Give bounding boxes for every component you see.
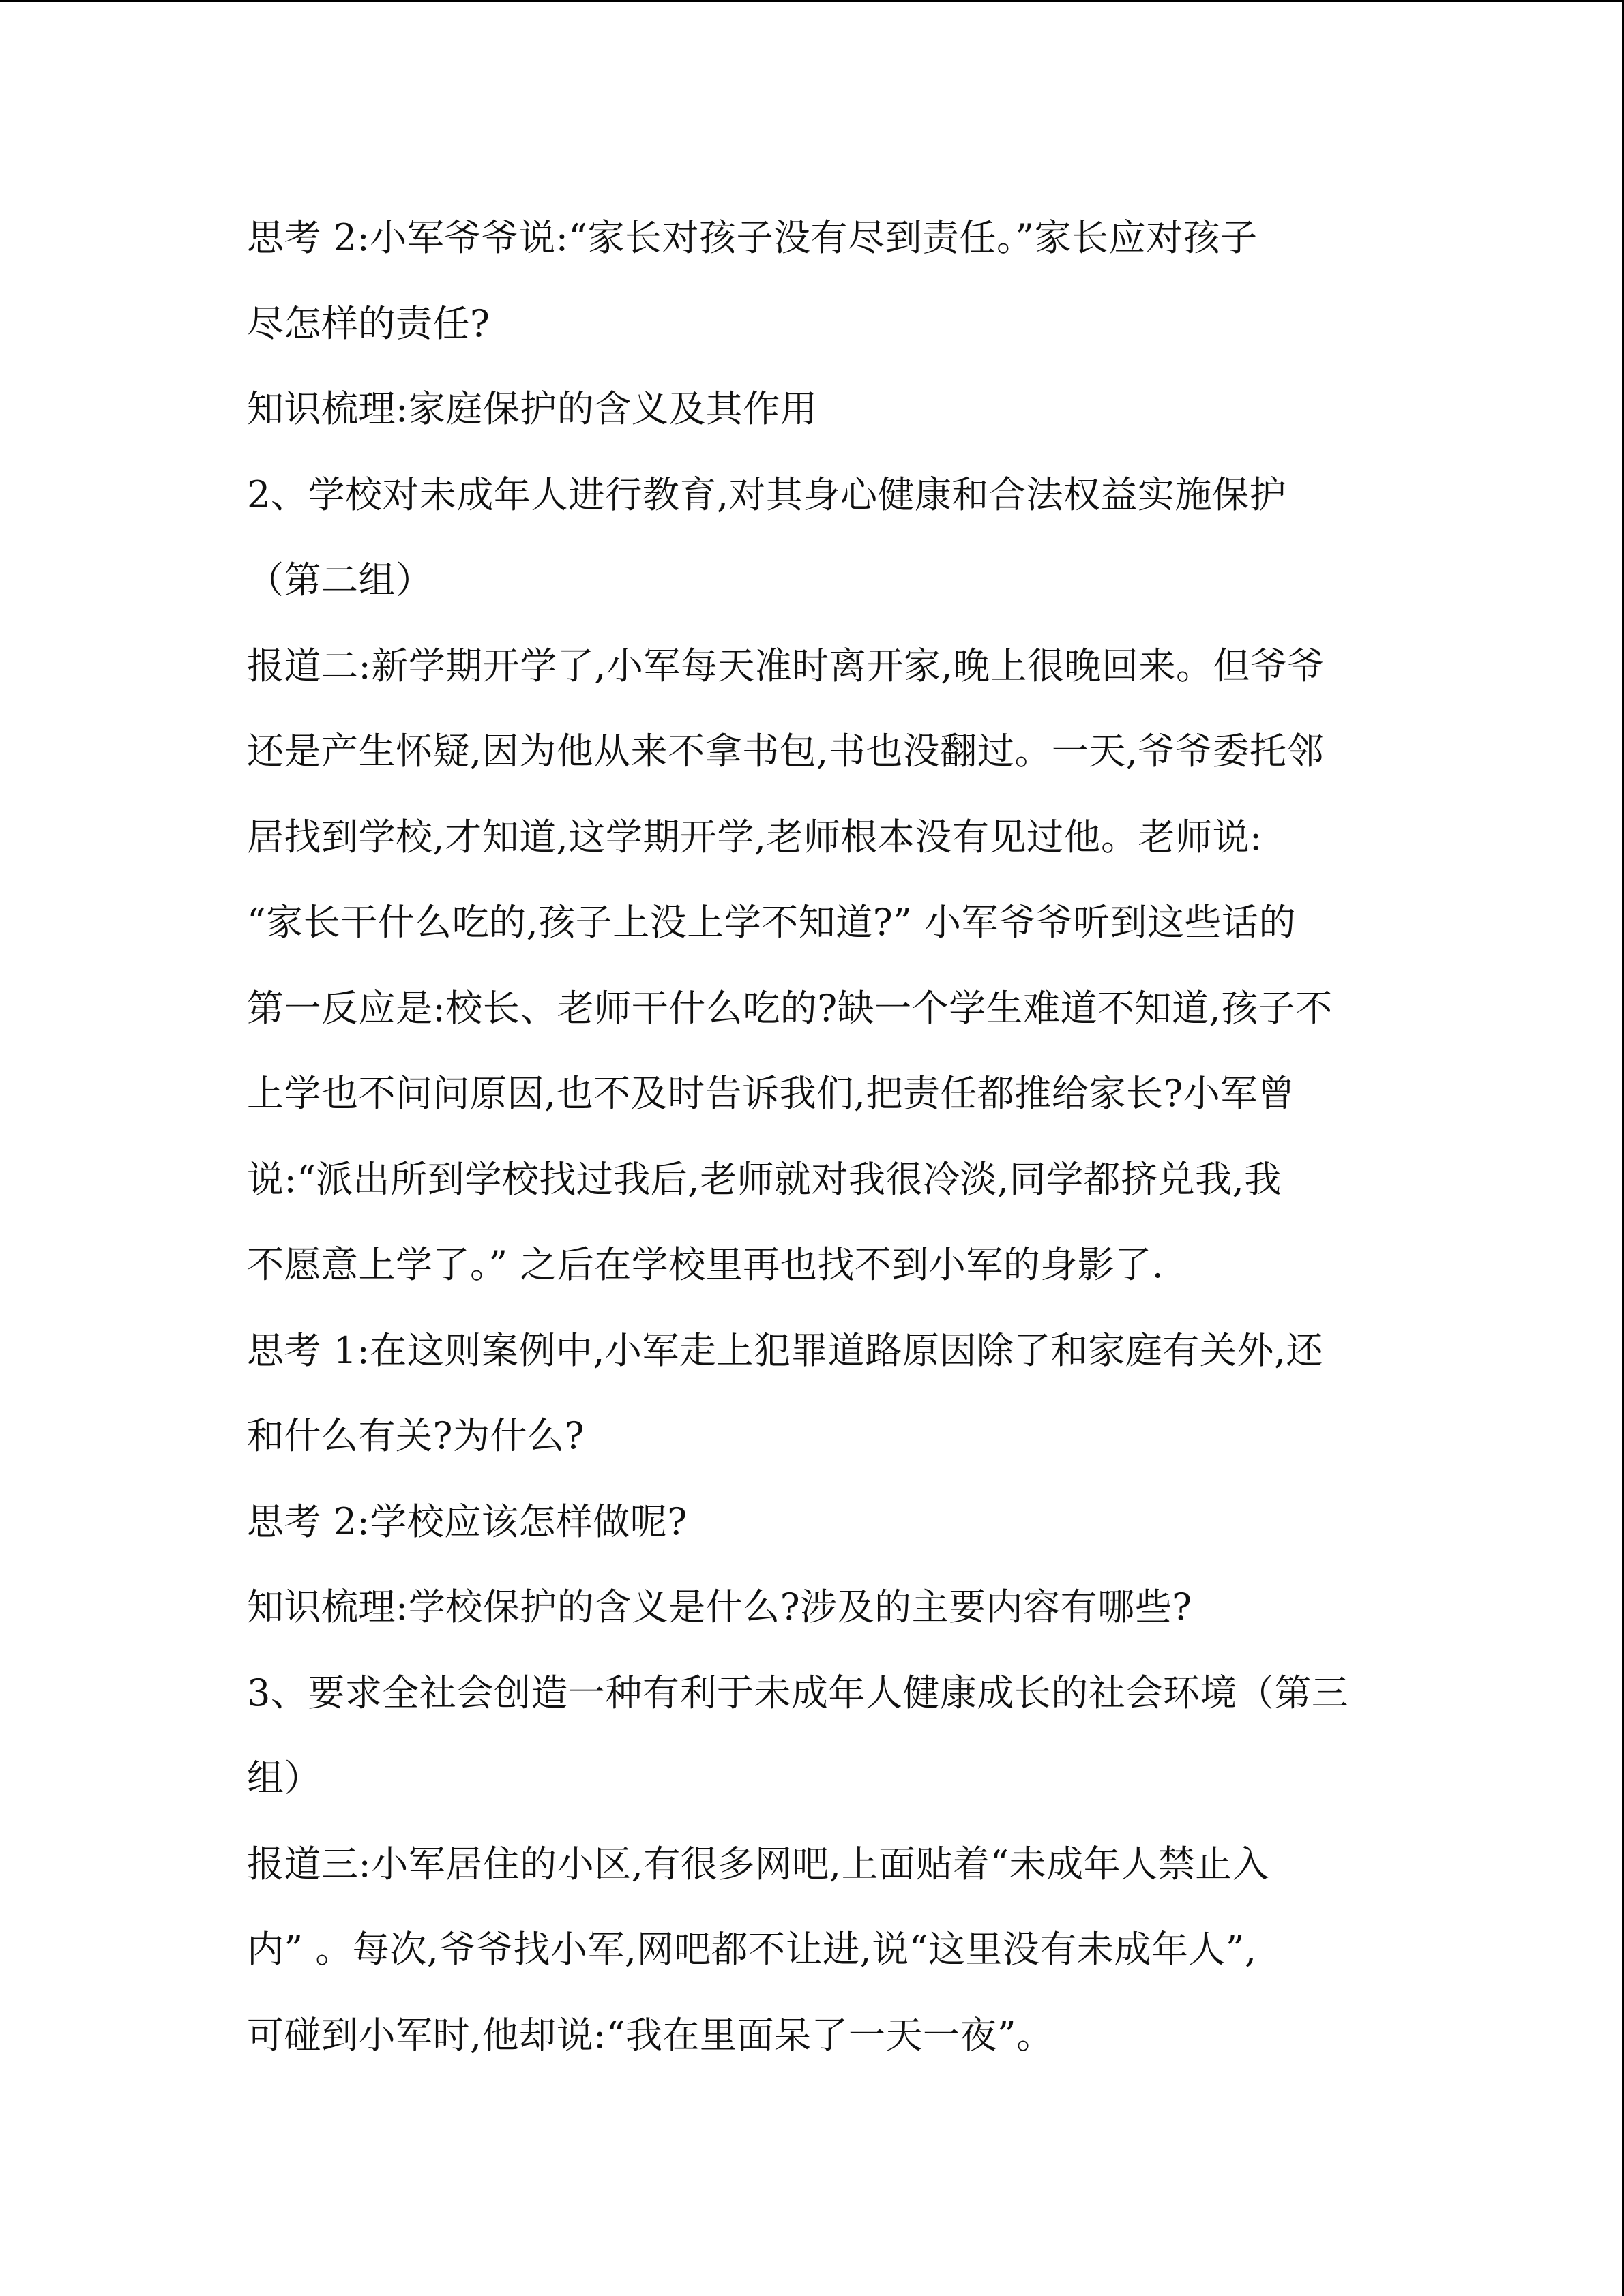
text-line: 报道二:新学期开学了,小军每天准时离开家,晚上很晚回来。但爷爷 <box>247 644 1325 687</box>
document-body <box>247 218 1379 2100</box>
text-line: 第一反应是:校长、老师干什么吃的?缺一个学生难道不知道,孩子不 <box>247 986 1333 1030</box>
text-line: “家长干什么吃的,孩子上没上学不知道?” 小军爷爷听到这些话的 <box>247 901 1296 944</box>
text-line: 内” 。每次,爷爷找小军,网吧都不让进,说“这里没有未成年人”, <box>247 1928 1257 1971</box>
text-line: 组） <box>247 1757 321 1800</box>
text-line: 可碰到小军时,他却说:“我在里面呆了一天一夜”。 <box>247 2013 1054 2057</box>
text-line: 知识梳理:家庭保护的含义及其作用 <box>247 387 818 430</box>
text-line: 和什么有关?为什么? <box>247 1414 585 1457</box>
text-line: 知识梳理:学校保护的含义是什么?涉及的主要内容有哪些? <box>247 1585 1192 1628</box>
text-line: 2、学校对未成年人进行教育,对其身心健康和合法权益实施保护 <box>247 473 1287 516</box>
text-line: 不愿意上学了。” 之后在学校里再也找不到小军的身影了. <box>247 1243 1164 1286</box>
text-line: 上学也不问问原因,也不及时告诉我们,把责任都推给家长?小军曾 <box>247 1072 1295 1115</box>
text-line: 居找到学校,才知道,这学期开学,老师根本没有见过他。老师说: <box>247 815 1263 859</box>
text-line: 思考 2:学校应该怎样做呢? <box>247 1500 688 1543</box>
text-line: 3、要求全社会创造一种有利于未成年人健康成长的社会环境（第三 <box>247 1671 1349 1714</box>
text-line: 思考 1:在这则案例中,小军走上犯罪道路原因除了和家庭有关外,还 <box>247 1328 1324 1372</box>
text-line: 思考 2:小军爷爷说:“家长对孩子没有尽到责任。”家长应对孩子 <box>247 216 1258 259</box>
text-line: 说:“派出所到学校找过我后,老师就对我很冷淡,同学都挤兑我,我 <box>247 1157 1282 1201</box>
text-line: 报道三:小军居住的小区,有很多网吧,上面贴着“未成年人禁止入 <box>247 1842 1270 1885</box>
text-line: 尽怎样的责任? <box>247 301 490 345</box>
text-line: （第二组） <box>247 558 433 601</box>
text-line: 还是产生怀疑,因为他从来不拿书包,书也没翻过。一天,爷爷委托邻 <box>247 730 1324 773</box>
